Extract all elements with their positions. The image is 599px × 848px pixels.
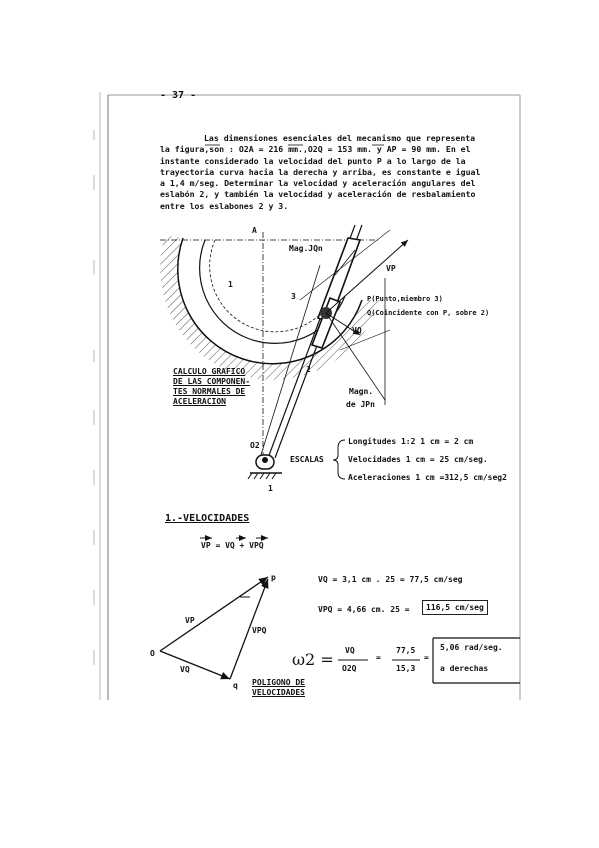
omega-direction: a derechas — [440, 664, 489, 673]
velocidades-heading: 1.-VELOCIDADES — [165, 513, 250, 524]
scale-row: Longitudes 1:2 1 cm = 2 cm — [348, 437, 474, 446]
problem-line: eslabón 2, y también la velocidad y aceleración de resbalamiento — [160, 189, 476, 200]
page-number: - 37 - — [160, 90, 197, 101]
ground-link-label: 1 — [268, 484, 273, 493]
problem-line: entre los eslabones 2 y 3. — [160, 200, 289, 211]
fraction1-denominator: O2Q — [342, 664, 357, 673]
scale-row: Velocidades 1 cm = 25 cm/seg. — [348, 455, 488, 464]
equals-sign: = — [424, 653, 429, 662]
poly-title — [252, 678, 305, 698]
poly-p-label: p — [271, 573, 276, 582]
problem-line: a 1,4 m/seg. Determinar la velocidad y aceleración angulares del — [160, 178, 476, 189]
calc-title-line: TES NORMALES DE — [173, 387, 246, 396]
mag-jqn-label: Mag.JQn — [289, 244, 323, 253]
link-1-label: 1 — [228, 280, 233, 289]
vq-calc: VQ = 3,1 cm . 25 = 77,5 cm/seg — [318, 575, 463, 584]
fraction1-numerator: VQ — [345, 646, 355, 655]
poly-title-line: VELOCIDADES — [252, 688, 305, 697]
o2-label: O2 — [250, 441, 260, 450]
problem-line: instante considerado la velocidad del punto P a lo largo de la — [160, 155, 466, 166]
vpq-calc: VPQ = 4,66 cm. 25 = — [318, 605, 410, 614]
problem-line: la figura,son : O2A = 216 mm.,O2Q = 153 mm. y AP = 90 mm. En el — [160, 144, 471, 155]
poly-q-label: q — [233, 681, 238, 690]
calc-title-line: ACELERACION — [173, 397, 226, 406]
problem-line: trayectoria curva hacia la derecha y arriba, es constante e igual — [160, 166, 481, 177]
vq-label: VQ — [352, 326, 362, 335]
scale-row: Aceleraciones 1 cm =312,5 cm/seg2 — [348, 473, 507, 482]
velocity-equation: VP = VQ + VPQ — [201, 541, 264, 550]
poly-vq-label: VQ — [180, 665, 190, 674]
calc-title-line: CALCULO GRAFICO — [173, 367, 246, 376]
point-p-label: P(Punto,miembro 3) — [367, 295, 443, 303]
magn-label: Magn. — [349, 387, 374, 396]
vp-label: VP — [386, 264, 396, 273]
poly-title-line: POLIGONO DE — [252, 678, 305, 687]
scales-title: ESCALAS — [290, 455, 324, 464]
fraction2-numerator: 77,5 — [396, 646, 416, 655]
calc-title — [173, 367, 250, 407]
poly-vpq-label: VPQ — [252, 626, 267, 635]
fraction2-denominator: 15,3 — [396, 664, 416, 673]
point-a-label: A — [252, 226, 257, 235]
equals-sign: = — [376, 653, 381, 662]
point-q-label: Q(Coincidente con P, sobre 2) — [367, 309, 490, 317]
omega-symbol: ω2 = — [292, 650, 334, 669]
poly-o-label: O — [150, 649, 155, 658]
omega-result: 5,06 rad/seg. — [440, 643, 503, 652]
problem-line: Las dimensiones esenciales del mecanismo que representa — [204, 133, 476, 143]
link-2-label: 2 — [306, 365, 311, 374]
link-3-label: 3 — [291, 292, 296, 301]
calc-title-line: DE LAS COMPONEN- — [173, 377, 251, 386]
de-jpn-label: de JPn — [346, 400, 375, 409]
vpq-result: 116,5 cm/seg — [422, 600, 488, 615]
poly-vp-label: VP — [185, 616, 195, 625]
